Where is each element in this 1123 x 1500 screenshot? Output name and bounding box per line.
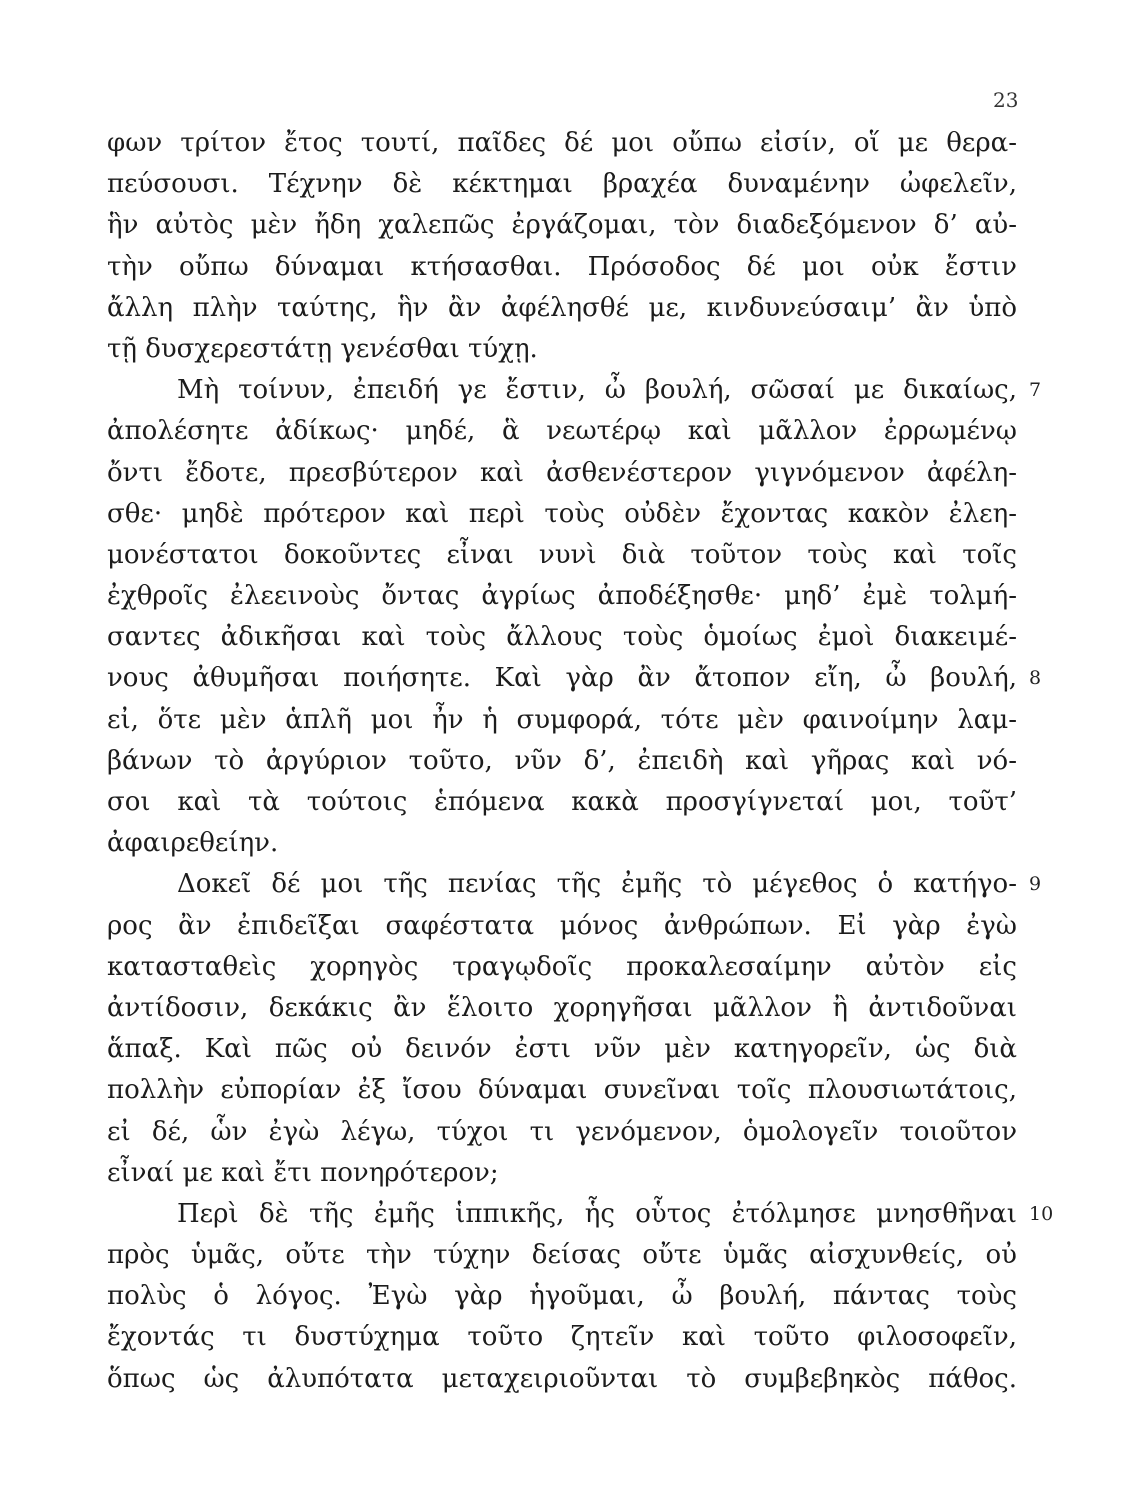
text-line — [107, 1359, 1017, 1400]
text-line-content: εἶναί με καὶ ἔτι πονηρότερον; — [107, 1157, 499, 1188]
text-line — [107, 535, 1017, 576]
text-line-content: σοι καὶ τὰ τούτοις ἑπόμενα κακὰ προσγίγνεταί μοι, τοῦτ’ — [107, 787, 1017, 817]
text-line — [107, 164, 1017, 205]
text-line — [107, 411, 1017, 452]
text-line-content: ἅπαξ. Καὶ πῶς οὐ δεινόν ἐστι νῦν μὲν κατηγορεῖν, ὡς διὰ — [107, 1034, 1017, 1065]
text-line-content: ἀντίδοσιν, δεκάκις ἂν ἕλοιτο χορηγῆσαι μᾶλλον ἢ ἀντιδοῦναι — [107, 992, 1017, 1023]
text-line-content: σθε· μηδὲ πρότερον καὶ περὶ τοὺς οὐδὲν ἔχοντας κακὸν ἐλεη- — [107, 498, 1017, 529]
text-line-content: ἀπολέσητε ἀδίκως· μηδέ, ἃ νεωτέρῳ καὶ μᾶλλον ἐρρωμένῳ — [107, 416, 1017, 447]
text-line — [107, 1235, 1017, 1276]
text-line-content: πολλὴν εὐπορίαν ἐξ ἴσου δύναμαι συνεῖναι τοῖς πλουσιωτάτοις, — [107, 1075, 1017, 1106]
text-line — [107, 1029, 1017, 1070]
text-line-content: Δοκεῖ δέ μοι τῆς πενίας τῆς ἐμῆς τὸ μέγεθος ὁ κατήγο- — [177, 869, 1017, 900]
text-line-content: ἣν αὐτὸς μὲν ἤδη χαλεπῶς ἐργάζομαι, τὸν διαδεξόμενον δ’ αὐ- — [107, 210, 1017, 241]
text-line — [107, 906, 1017, 947]
text-line — [107, 947, 1017, 988]
text-line — [107, 1070, 1017, 1111]
section-number: 10 — [1029, 1202, 1054, 1225]
text-line-content: κατασταθεὶς χορηγὸς τραγῳδοῖς προκαλεσαίμην αὐτὸν εἰς — [107, 951, 1017, 982]
text-line — [107, 1153, 1017, 1194]
text-line — [107, 658, 1042, 699]
text-block — [107, 123, 1054, 1400]
text-line — [107, 1112, 1017, 1153]
text-line — [107, 700, 1017, 741]
text-line — [107, 370, 1042, 411]
text-line — [107, 329, 1017, 370]
section-number: 8 — [1029, 667, 1042, 690]
text-line — [107, 494, 1017, 535]
text-line-content: νους ἀθυμῆσαι ποιήσητε. Καὶ γὰρ ἂν ἄτοπον εἴη, ὦ βουλή, — [107, 663, 1017, 694]
text-line-content: πολὺς ὁ λόγος. Ἐγὼ γὰρ ἡγοῦμαι, ὦ βουλή, πάντας τοὺς — [107, 1281, 1017, 1312]
text-line-content: Μὴ τοίνυν, ἐπειδή γε ἔστιν, ὦ βουλή, σῶσαί με δικαίως, — [177, 375, 1017, 406]
section-number: 7 — [1029, 379, 1042, 402]
text-line-content: φων τρίτον ἔτος τουτί, παῖδες δέ μοι οὔπω εἰσίν, οἵ με θερα- — [107, 128, 1017, 158]
text-line-content: Περὶ δὲ τῆς ἐμῆς ἱππικῆς, ἧς οὗτος ἐτόλμησε μνησθῆναι — [177, 1198, 1017, 1229]
text-line — [107, 1276, 1017, 1317]
text-line-content: ἐχθροῖς ἐλεεινοὺς ὄντας ἀγρίως ἀποδέξησθε· μηδ’ ἐμὲ τολμή- — [107, 581, 1017, 612]
text-line-content: βάνων τὸ ἀργύριον τοῦτο, νῦν δ’, ἐπειδὴ καὶ γῆρας καὶ νό- — [107, 745, 1017, 776]
text-line — [107, 288, 1017, 329]
text-line — [107, 205, 1017, 246]
text-line-content: τὴν οὔπω δύναμαι κτήσασθαι. Πρόσοδος δέ μοι οὐκ ἔστιν — [107, 251, 1017, 282]
page-number: 23 — [993, 88, 1019, 112]
text-line — [107, 576, 1017, 617]
text-line-content: σαντες ἀδικῆσαι καὶ τοὺς ἄλλους τοὺς ὁμοίως ἐμοὶ διακειμέ- — [107, 622, 1017, 653]
text-line-content: ὄντι ἔδοτε, πρεσβύτερον καὶ ἀσθενέστερον γιγνόμενον ἀφέλη- — [107, 457, 1017, 488]
text-line-content: τῇ δυσχερεστάτῃ γενέσθαι τύχῃ. — [107, 333, 538, 364]
text-line — [107, 864, 1042, 905]
text-line-content: ἔχοντάς τι δυστύχημα τοῦτο ζητεῖν καὶ τοῦτο φιλοσοφεῖν, — [107, 1322, 1017, 1353]
text-line — [107, 1317, 1017, 1358]
text-line — [107, 123, 1017, 164]
text-line-content: ὅπως ὡς ἀλυπότατα μεταχειριοῦνται τὸ συμβεβηκὸς πάθος. — [107, 1363, 1017, 1394]
text-line-content: εἰ, ὅτε μὲν ἁπλῆ μοι ἦν ἡ συμφορά, τότε μὲν φαινοίμην λαμ- — [107, 704, 1017, 735]
text-line-content: ἀφαιρεθείην. — [107, 828, 279, 859]
text-line — [107, 453, 1017, 494]
text-line-content: εἰ δέ, ὧν ἐγὼ λέγω, τύχοι τι γενόμενον, ὁμολογεῖν τοιοῦτον — [107, 1116, 1017, 1147]
text-line — [107, 247, 1017, 288]
text-line-content: ρος ἂν ἐπιδεῖξαι σαφέστατα μόνος ἀνθρώπων. Εἰ γὰρ ἐγὼ — [107, 910, 1017, 941]
text-line-content: πρὸς ὑμᾶς, οὔτε τὴν τύχην δείσας οὔτε ὑμᾶς αἰσχυνθείς, οὐ — [107, 1240, 1017, 1271]
section-number: 9 — [1029, 873, 1042, 896]
text-line — [107, 782, 1017, 823]
text-line-content: ἄλλη πλὴν ταύτης, ἣν ἂν ἀφέλησθέ με, κινδυνεύσαιμ’ ἂν ὑπὸ — [107, 292, 1017, 323]
text-line — [107, 823, 1017, 864]
text-line-content: πεύσουσι. Τέχνην δὲ κέκτημαι βραχέα δυναμένην ὠφελεῖν, — [107, 169, 1017, 200]
text-line — [107, 617, 1017, 658]
text-line — [107, 988, 1017, 1029]
text-line — [107, 1194, 1054, 1235]
text-line-content: μονέστατοι δοκοῦντες εἶναι νυνὶ διὰ τοῦτον τοὺς καὶ τοῖς — [107, 539, 1017, 570]
text-line — [107, 741, 1017, 782]
